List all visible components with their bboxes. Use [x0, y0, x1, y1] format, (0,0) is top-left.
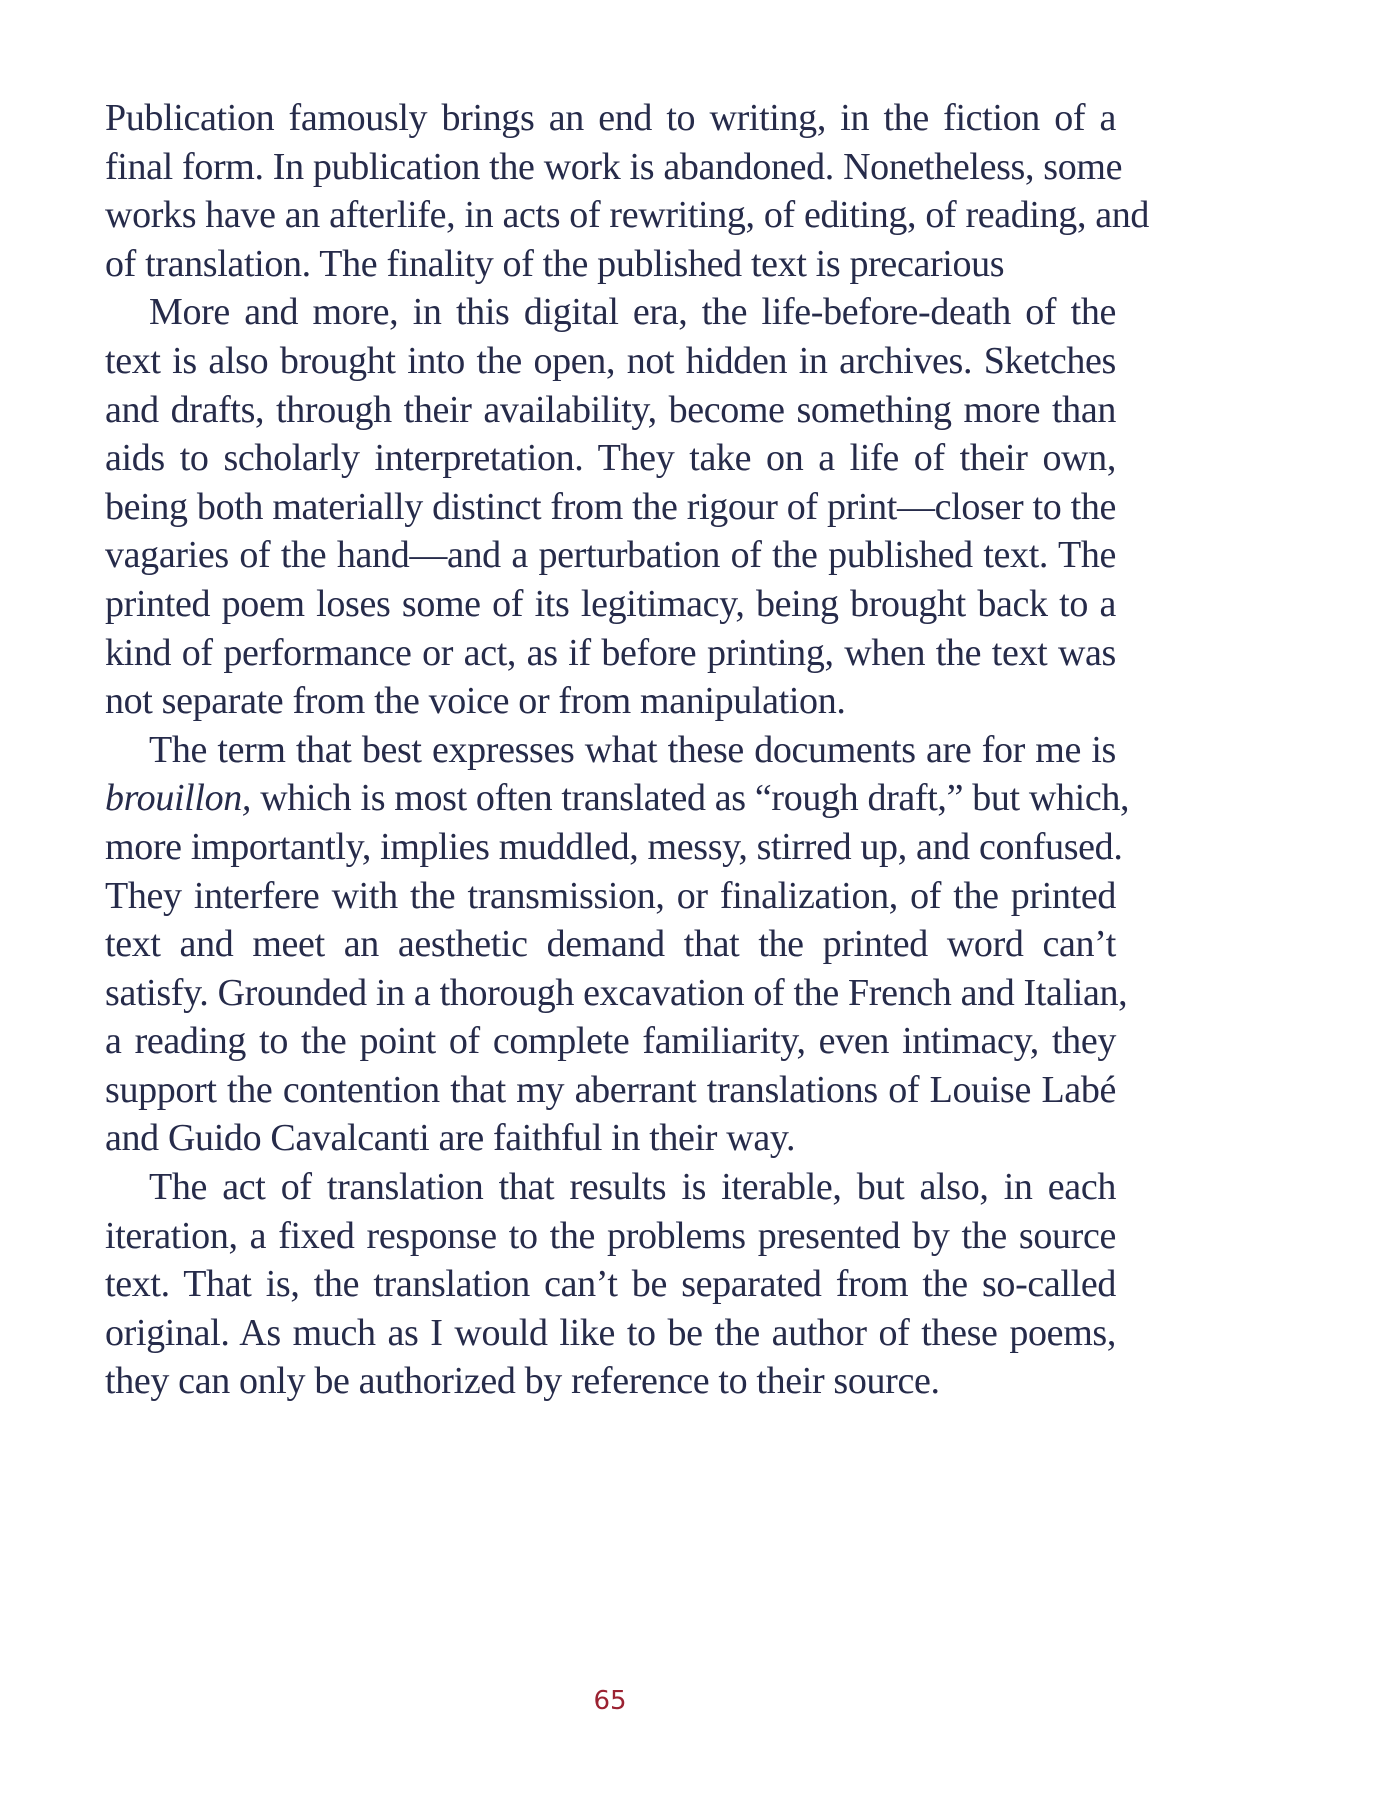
text-line: text is also brought into the open, not hidden in archives. Sketches: [105, 339, 1116, 382]
text-line: of translation. The finality of the published text is precarious: [105, 242, 1005, 285]
text-line: printed poem loses some of its legitimacy, being brought back to a: [105, 582, 1116, 625]
text-line: and Guido Cavalcanti are faithful in their way.: [105, 1117, 796, 1160]
text-line: The term that best expresses what these documents are for me is: [149, 728, 1116, 771]
text-line: being both materially distinct from the rigour of print—closer to the: [105, 485, 1116, 528]
text-line-remainder: which is most often translated as “rough draft,” but which,: [260, 777, 1130, 820]
text-line: kind of performance or act, as if before printing, when the text was: [105, 631, 1116, 674]
text-line: Publication famously brings an end to writing, in the fiction of a: [105, 97, 1116, 139]
body-text: [105, 94, 1150, 1406]
text-line: they can only be authorized by reference to their source.: [105, 1360, 940, 1403]
paragraph-3: [105, 726, 1130, 1163]
text-line: text and meet an aesthetic demand that the printed word can’t: [105, 923, 1116, 966]
text-line-with-italic-term: [105, 774, 1130, 823]
italic-term-brouillon: brouillon,: [105, 777, 252, 820]
text-line: final form. In publication the work is abandoned. Nonetheless, some: [105, 145, 1123, 188]
text-line: satisfy. Grounded in a thorough excavation of the French and Italian,: [105, 971, 1128, 1014]
paragraph-1: [105, 94, 1150, 288]
text-line: iteration, a fixed response to the problems presented by the source: [105, 1214, 1116, 1257]
text-line: The act of translation that results is iterable, but also, in each: [149, 1166, 1116, 1209]
paragraph-2: [105, 288, 1116, 725]
page-number: 65: [593, 1686, 627, 1716]
text-line: works have an afterlife, in acts of rewriting, of editing, of reading, and: [105, 194, 1150, 237]
text-line: and drafts, through their availability, become something more than: [105, 388, 1116, 431]
paragraph-4: [105, 1163, 1116, 1406]
text-line: more importantly, implies muddled, messy, stirred up, and confused.: [105, 825, 1123, 868]
text-line: a reading to the point of complete familiarity, even intimacy, they: [105, 1020, 1116, 1063]
text-line: not separate from the voice or from manipulation.: [105, 680, 846, 723]
text-line: vagaries of the hand—and a perturbation of the published text. The: [105, 534, 1116, 577]
text-line: text. That is, the translation can’t be separated from the so-called: [105, 1263, 1116, 1306]
text-line: They interfere with the transmission, or finalization, of the printed: [105, 874, 1116, 917]
text-line: aids to scholarly interpretation. They take on a life of their own,: [105, 437, 1116, 480]
text-line: original. As much as I would like to be the author of these poems,: [105, 1311, 1116, 1354]
text-line: More and more, in this digital era, the life-before-death of the: [149, 291, 1116, 334]
text-line: support the contention that my aberrant translations of Louise Labé: [105, 1068, 1116, 1111]
